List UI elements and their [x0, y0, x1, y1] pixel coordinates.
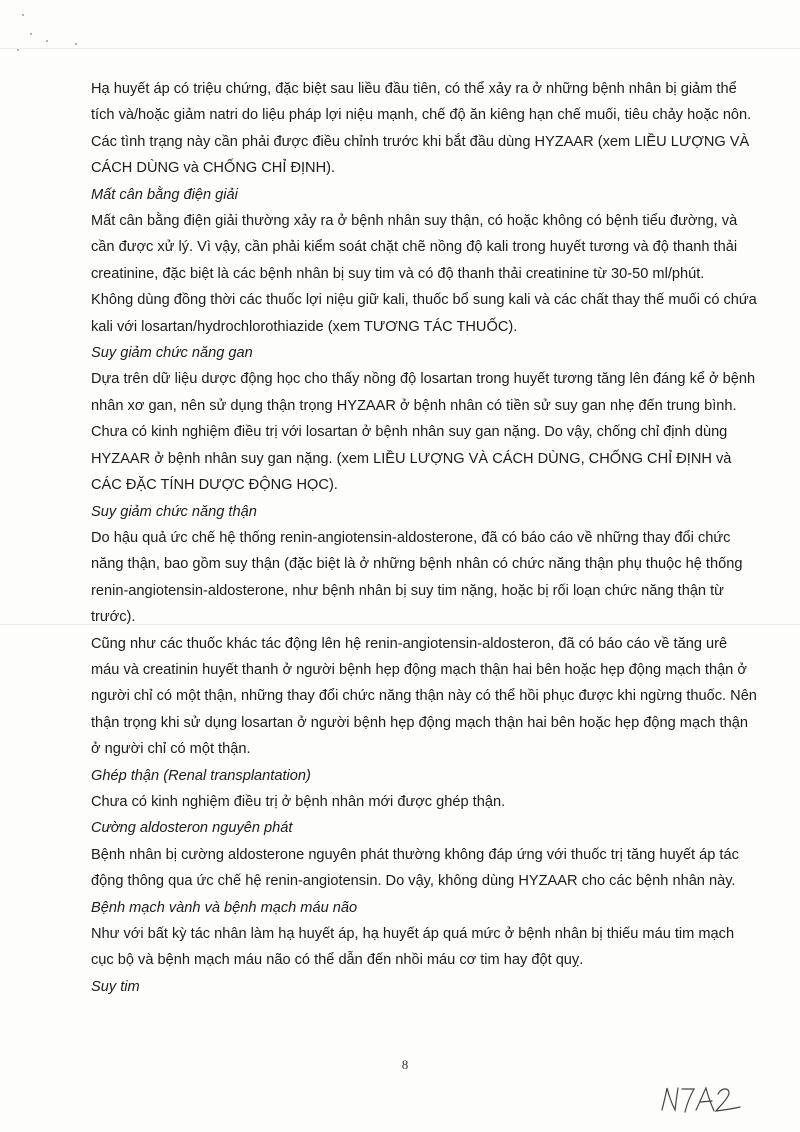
- paragraph-potassium-sparing: Không dùng đồng thời các thuốc lợi niệu giữ kali, thuốc bổ sung kali và các chất thay thế muối có chứa kali với losartan/hydrochlorothiazide (xem TƯƠNG TÁC THUỐC).: [91, 292, 757, 335]
- scan-line: [0, 48, 800, 49]
- heading-heart-failure: Suy tim: [91, 978, 140, 995]
- heading-renal-impairment: Suy giảm chức năng thận: [91, 503, 257, 520]
- heading-electrolyte-imbalance: Mất cân bằng điện giải: [91, 186, 238, 203]
- paragraph-renal-transplantation: Chưa có kinh nghiệm điều trị ở bệnh nhân mới được ghép thận.: [91, 793, 506, 810]
- document-body: [91, 76, 757, 1000]
- heading-primary-aldosteronism: Cường aldosteron nguyên phát: [91, 820, 293, 837]
- paragraph-coronary-cerebrovascular: Như với bất kỳ tác nhân làm hạ huyết áp, hạ huyết áp quá mức ở bệnh nhân bị thiếu máu tim mạch cục bộ và bệnh mạch máu não có thể dẫn đến nhồi máu cơ tim hay đột quỵ.: [91, 926, 735, 969]
- handwritten-signature: [658, 1080, 748, 1120]
- paragraph-hepatic-impairment: Dựa trên dữ liệu dược động học cho thấy nồng độ losartan trong huyết tương tăng lên đáng kể ở bệnh nhân xơ gan, nên sử dụng thận trọng HYZAAR ở bệnh nhân có tiền sử suy gan nhẹ đến trung bình. Chưa có kinh nghiệm điều trị với losartan ở bệnh nhân suy gan nặng. Do vậy, chống chỉ định dùng HYZAAR ở bệnh nhân suy gan nặng. (xem LIỀU LƯỢNG VÀ CÁCH DÙNG, CHỐNG CHỈ ĐỊNH và CÁC ĐẶC TÍNH DƯỢC ĐỘNG HỌC).: [91, 371, 756, 494]
- paragraph-primary-aldosteronism: Bệnh nhân bị cường aldosterone nguyên phát thường không đáp ứng với thuốc trị tăng huyết áp tác động thông qua ức chế hệ renin-angiotensin. Do vậy, không dùng HYZAAR cho các bệnh nhân này.: [91, 846, 739, 890]
- paragraph-renal-impairment: Do hậu quả ức chế hệ thống renin-angiotensin-aldosterone, đã có báo cáo về những thay đổi chức năng thận, bao gồm suy thận (đặc biệt là ở những bệnh nhân có chức năng thận phụ thuộc hệ thống renin-angiotensin-aldosterone, như bệnh nhân bị suy tim nặng, hoặc bị rối loạn chức năng thận từ trước).: [91, 529, 743, 626]
- heading-hepatic-impairment: Suy giảm chức năng gan: [91, 345, 253, 362]
- heading-renal-transplantation: Ghép thận (Renal transplantation): [91, 767, 311, 784]
- paragraph-renal-artery-stenosis: Cũng như các thuốc khác tác động lên hệ renin-angiotensin-aldosteron, đã có báo cáo về tăng urê máu và creatinin huyết thanh ở người bệnh hẹp động mạch thận hai bên hoặc hẹp động mạch thận ở người chỉ có một thận, những thay đổi chức năng thận này có thể hồi phục được khi ngừng thuốc. Nên thận trọng khi sử dụng losartan ở người bệnh hẹp động mạch thận hai bên hoặc hẹp động mạch thận ở người chỉ có một thận.: [91, 635, 757, 758]
- paragraph-hypotension: Hạ huyết áp có triệu chứng, đặc biệt sau liều đầu tiên, có thể xảy ra ở những bệnh nhân bị giảm thể tích và/hoặc giảm natri do liệu pháp lợi niệu mạnh, chế độ ăn kiêng hạn chế muối, tiêu chảy hoặc nôn. Các tình trạng này cần phải được điều chỉnh trước khi bắt đầu dùng HYZAAR (xem LIỀU LƯỢNG VÀ CÁCH DÙNG và CHỐNG CHỈ ĐỊNH).: [91, 81, 752, 177]
- paragraph-electrolyte-imbalance: Mất cân bằng điện giải thường xảy ra ở bệnh nhân suy thận, có hoặc không có bệnh tiểu đường, và cần được xử lý. Vì vậy, cần phải kiểm soát chặt chẽ nồng độ kali trong huyết tương và độ thanh thải creatinine, đặc biệt là các bệnh nhân bị suy tim và có độ thanh thải creatinine từ 30-50 ml/phút.: [91, 213, 738, 282]
- heading-coronary-cerebrovascular: Bệnh mạch vành và bệnh mạch máu não: [91, 899, 358, 916]
- page-number: 8: [401, 1057, 409, 1072]
